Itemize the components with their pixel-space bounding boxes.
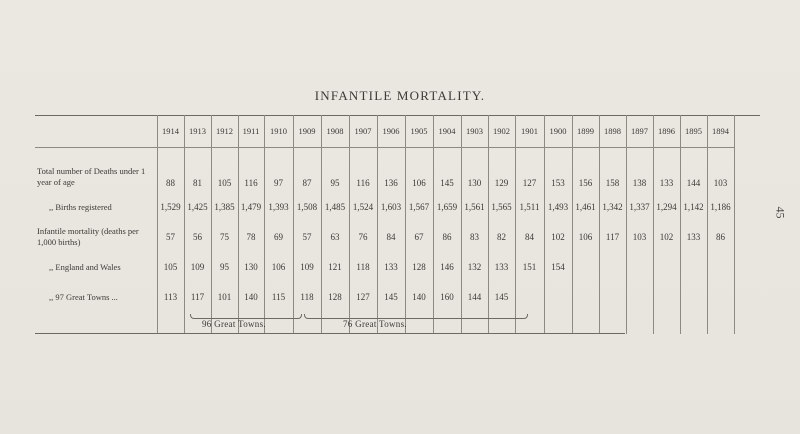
table-cell: 160 [433,282,461,312]
table-cell: 1,342 [599,192,626,222]
table-cell: 116 [238,148,264,193]
table-cell: 75 [211,222,238,252]
spacer-cell [680,312,707,334]
table-cell: 1,567 [405,192,433,222]
table-cell: 84 [515,222,544,252]
table-cell [626,252,653,282]
spacer-cell [626,312,653,334]
table-cell: 154 [544,252,572,282]
row-label: ,, England and Wales [35,252,157,282]
table-cell: 1,385 [211,192,238,222]
table-cell [680,282,707,312]
table-row [35,282,734,312]
table-cell: 69 [264,222,293,252]
page-title: INFANTILE MORTALITY. [314,88,486,103]
table-cell: 1,493 [544,192,572,222]
table-cell: 153 [544,148,572,193]
year-header-1904: 1904 [433,115,461,148]
spacer-cell [35,312,157,334]
table-row [35,252,734,282]
year-header-1894: 1894 [707,115,734,148]
table-cell: 103 [707,148,734,193]
year-header-1903: 1903 [461,115,488,148]
year-header-1900: 1900 [544,115,572,148]
table-cell: 1,461 [572,192,599,222]
year-header-1910: 1910 [264,115,293,148]
table-cell: 118 [293,282,321,312]
year-header-1912: 1912 [211,115,238,148]
table-cell: 115 [264,282,293,312]
table-cell: 102 [544,222,572,252]
table-cell [599,282,626,312]
table-cell: 156 [572,148,599,193]
table-cell: 145 [433,148,461,193]
group-label-96-towns: 96 Great Towns. [202,319,266,329]
table-cell [680,252,707,282]
year-header-1911: 1911 [238,115,264,148]
table-cell: 86 [433,222,461,252]
year-header-1901: 1901 [515,115,544,148]
table-cell: 133 [653,148,680,193]
year-header-1907: 1907 [349,115,377,148]
table-cell: 57 [293,222,321,252]
table-cell: 105 [157,252,184,282]
table-row [35,148,734,193]
brace-76-towns [304,314,528,319]
table-cell: 133 [377,252,405,282]
table-cell: 1,142 [680,192,707,222]
table-cell: 109 [184,252,211,282]
table-cell: 95 [211,252,238,282]
spacer-cell [572,312,599,334]
table-cell: 1,565 [488,192,515,222]
table-cell: 145 [488,282,515,312]
year-header-1909: 1909 [293,115,321,148]
table-cell: 101 [211,282,238,312]
infantile-mortality-table [35,115,735,334]
table-cell: 1,393 [264,192,293,222]
year-header-1914: 1914 [157,115,184,148]
year-header-1906: 1906 [377,115,405,148]
spacer-cell [707,312,734,334]
year-header-1908: 1908 [321,115,349,148]
table-cell: 158 [599,148,626,193]
table-cell: 76 [349,222,377,252]
spacer-cell [544,312,572,334]
table-cell [653,282,680,312]
year-header-1902: 1902 [488,115,515,148]
table-cell: 106 [264,252,293,282]
table-cell: 1,508 [293,192,321,222]
table-cell: 128 [405,252,433,282]
table-row [35,222,734,252]
table-cell: 109 [293,252,321,282]
year-header-row [35,115,734,148]
page-number: 45 [773,206,788,219]
table-bottom-rule [35,333,625,334]
table-cell: 136 [377,148,405,193]
table-cell: 1,529 [157,192,184,222]
table-cell: 140 [238,282,264,312]
row-label: Infantile mortality (deaths per 1,000 births) [35,222,157,252]
table-cell: 1,511 [515,192,544,222]
table-cell: 82 [488,222,515,252]
table-cell: 1,337 [626,192,653,222]
table-cell: 88 [157,148,184,193]
table-cell [707,252,734,282]
table-cell: 117 [599,222,626,252]
spacer-cell [599,312,626,334]
table-cell: 133 [680,222,707,252]
spacer-cell [653,312,680,334]
table-cell: 105 [211,148,238,193]
table-cell: 102 [653,222,680,252]
row-label: ,, 97 Great Towns ... [35,282,157,312]
table-cell: 103 [626,222,653,252]
table-cell: 129 [488,148,515,193]
table-cell: 144 [461,282,488,312]
header-blank-cell [35,115,157,148]
year-header-1895: 1895 [680,115,707,148]
table-cell: 106 [572,222,599,252]
table-row [35,192,734,222]
table-cell [626,282,653,312]
table-cell: 1,485 [321,192,349,222]
table-cell: 127 [515,148,544,193]
table-cell: 128 [321,282,349,312]
group-label-76-towns: 76 Great Towns. [343,319,407,329]
table-cell: 113 [157,282,184,312]
table-cell: 130 [238,252,264,282]
table-cell: 1,186 [707,192,734,222]
table-cell [653,252,680,282]
table-cell: 106 [405,148,433,193]
table-cell: 144 [680,148,707,193]
table-cell: 145 [377,282,405,312]
table-cell: 1,294 [653,192,680,222]
table-cell: 1,425 [184,192,211,222]
table-cell: 117 [184,282,211,312]
table-cell [544,282,572,312]
table-cell: 86 [707,222,734,252]
table-cell: 121 [321,252,349,282]
table-cell: 57 [157,222,184,252]
table-cell [515,282,544,312]
table-cell: 146 [433,252,461,282]
table-cell: 78 [238,222,264,252]
year-header-1897: 1897 [626,115,653,148]
table-cell: 95 [321,148,349,193]
table-cell: 127 [349,282,377,312]
table-cell: 1,479 [238,192,264,222]
table-cell: 132 [461,252,488,282]
table-cell: 116 [349,148,377,193]
spacer-cell [157,312,184,334]
table-cell: 67 [405,222,433,252]
table-cell: 1,561 [461,192,488,222]
table-cell [572,282,599,312]
table-cell: 84 [377,222,405,252]
table-cell: 56 [184,222,211,252]
table-cell: 63 [321,222,349,252]
table-cell [707,282,734,312]
table-cell: 1,659 [433,192,461,222]
year-header-1905: 1905 [405,115,433,148]
year-header-1896: 1896 [653,115,680,148]
table-cell: 133 [488,252,515,282]
table-cell: 97 [264,148,293,193]
table-cell: 140 [405,282,433,312]
year-header-1898: 1898 [599,115,626,148]
table-cell: 87 [293,148,321,193]
year-header-1913: 1913 [184,115,211,148]
year-header-1899: 1899 [572,115,599,148]
row-label: ,, Births registered [35,192,157,222]
table-cell [599,252,626,282]
row-label: Total number of Deaths under 1 year of age [35,148,157,193]
table-cell [572,252,599,282]
table-cell: 83 [461,222,488,252]
table-cell: 130 [461,148,488,193]
table-cell: 1,603 [377,192,405,222]
table-cell: 81 [184,148,211,193]
table-cell: 138 [626,148,653,193]
table-cell: 118 [349,252,377,282]
table-cell: 151 [515,252,544,282]
table-cell: 1,524 [349,192,377,222]
